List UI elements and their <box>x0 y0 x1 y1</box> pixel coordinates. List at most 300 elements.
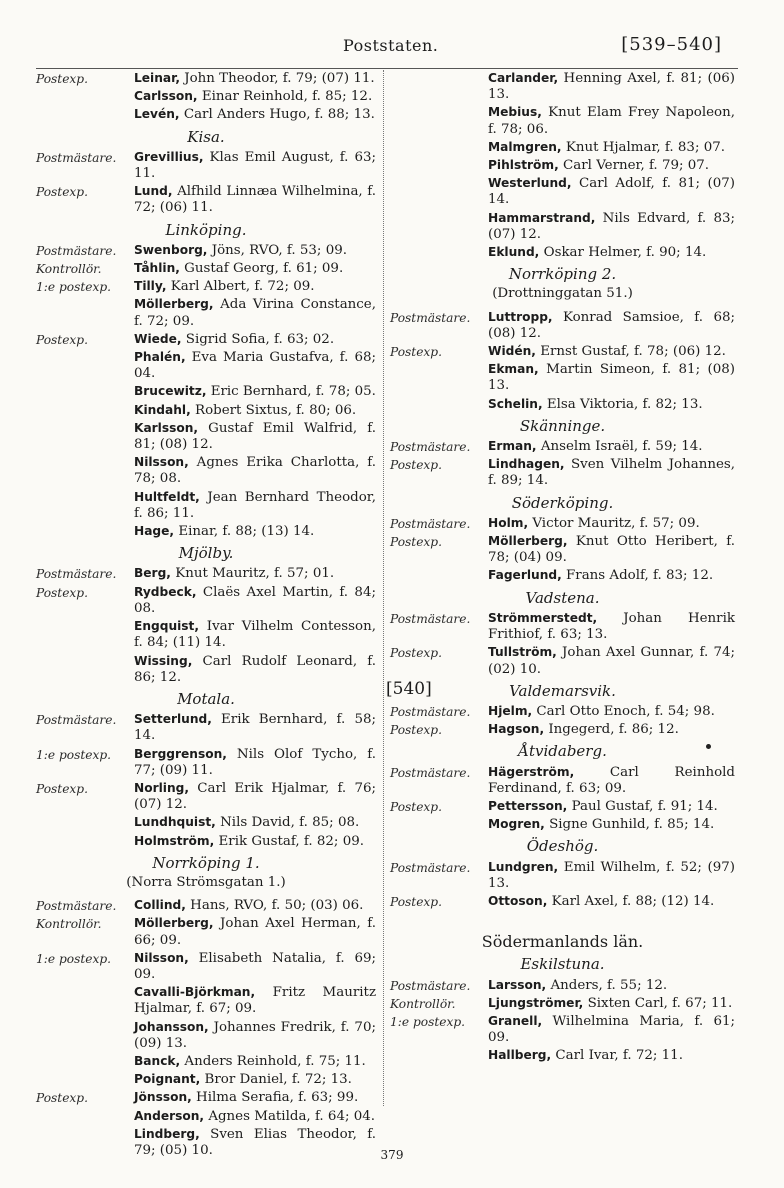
entry-details: John Theodor, f. 79; (07) 11. <box>184 71 375 86</box>
entry-details: Signe Gunhild, f. 85; 14. <box>549 817 715 833</box>
left-column <box>36 70 376 1160</box>
entry-text <box>488 644 735 677</box>
surname: Lund, <box>134 184 173 199</box>
personnel-entry <box>36 242 376 259</box>
entry-details: Ingegerd, f. 86; 12. <box>548 722 679 738</box>
entry-details: Jöns, RVO, f. 53; 09. <box>211 242 347 258</box>
entry-details: Carl Otto Enoch, f. 54; 98. <box>536 703 715 719</box>
personnel-entry <box>390 210 735 243</box>
entry-details: Frans Adolf, f. 83; 12. <box>566 568 714 584</box>
surname: Kindahl, <box>134 402 191 417</box>
personnel-entry <box>36 70 376 87</box>
personnel-entry <box>390 977 735 994</box>
entry-text <box>134 349 376 382</box>
surname: Larsson, <box>488 977 547 992</box>
entry-details: Ernst Gustaf, f. 78; (06) 12. <box>540 344 726 360</box>
entry-details: Einar, f. 88; (13) 14. <box>178 524 315 540</box>
surname: Banck, <box>134 1053 181 1068</box>
surname: Pettersson, <box>488 798 568 813</box>
entry-text <box>134 296 376 329</box>
place-heading: Norrköping 2. <box>508 265 617 284</box>
personnel-entry <box>36 278 376 295</box>
surname: Hallberg, <box>488 1048 552 1063</box>
entry-details: Hilma Serafia, f. 63; 99. <box>196 1090 359 1106</box>
entry-text <box>488 995 735 1012</box>
personnel-entry <box>390 139 735 156</box>
place-heading-wrap <box>36 545 376 561</box>
position-label: Kontrollör. <box>36 262 102 277</box>
place-address: (Norra Strömsgatan 1.) <box>126 874 286 890</box>
surname: Tilly, <box>134 279 167 294</box>
position-label: Kontrollör. <box>36 917 102 932</box>
page-title: Poststaten. <box>343 36 439 55</box>
entry-text <box>134 183 376 216</box>
entry-details: Erik Bernhard, f. 58; 14. <box>134 712 376 744</box>
personnel-entry <box>390 244 735 261</box>
position-label: Postexp. <box>36 332 88 347</box>
entry-details: Bror Daniel, f. 72; 13. <box>204 1072 352 1088</box>
personnel-entry <box>390 343 735 360</box>
surname: Brucewitz, <box>134 384 207 399</box>
entry-text <box>488 210 735 243</box>
entry-text <box>134 833 376 850</box>
surname: Luttropp, <box>488 309 553 324</box>
position-label: Postmästare. <box>36 899 117 914</box>
position-label: 1:e postexp. <box>390 1014 465 1029</box>
place-heading-wrap <box>36 222 376 238</box>
entry-text <box>134 653 376 686</box>
entry-text <box>134 278 376 295</box>
entry-text <box>488 157 735 174</box>
surname: Hägerström, <box>488 764 575 779</box>
surname: Grevillius, <box>134 149 204 164</box>
personnel-entry <box>390 456 735 489</box>
entry-details: Johan Axel Gunnar, f. 74; (02) 10. <box>488 645 735 677</box>
position-label: Postmästare. <box>36 713 117 728</box>
personnel-entry <box>36 454 376 487</box>
entry-details: Carl Adolf, f. 81; (07) 14. <box>488 176 735 208</box>
surname: Malmgren, <box>488 139 562 154</box>
entry-details: Johan Henrik Frithiof, f. 63; 13. <box>488 610 735 643</box>
entry-details: Nils Olof Tycho, f. 77; (09) 11. <box>134 746 376 778</box>
entry-text <box>488 244 735 261</box>
personnel-entry <box>36 183 376 216</box>
surname: Lindhagen, <box>488 457 565 472</box>
entry-text <box>488 515 735 532</box>
entry-details: Nils Edvard, f. 83; (07) 12. <box>488 210 735 242</box>
surname: Nilsson, <box>134 455 189 470</box>
place-heading: Norrköping 1. <box>152 853 260 872</box>
right-column <box>386 70 735 1066</box>
position-label: Postexp. <box>36 781 88 796</box>
entry-details: Elsa Viktoria, f. 82; 13. <box>546 396 703 412</box>
place-heading: Söderköping. <box>511 493 614 512</box>
surname: Jönsson, <box>134 1090 192 1105</box>
surname: Ekman, <box>488 362 539 377</box>
entry-details: Anders Reinhold, f. 75; 11. <box>184 1053 366 1069</box>
place-heading: Kisa. <box>187 127 225 146</box>
entry-text <box>488 104 735 137</box>
position-label: Postexp. <box>36 185 88 200</box>
entry-text <box>134 711 376 744</box>
entry-text <box>134 984 376 1017</box>
personnel-entry <box>390 798 735 815</box>
entry-details: Emil Wilhelm, f. 52; (97) 13. <box>488 859 735 891</box>
personnel-entry <box>390 567 735 584</box>
entry-details: Carl Reinhold Ferdinand, f. 63; 09. <box>488 764 735 796</box>
entry-text <box>134 584 376 617</box>
entry-text <box>134 149 376 182</box>
entry-details: Eric Bernhard, f. 78; 05. <box>210 384 376 400</box>
personnel-entry <box>36 584 376 617</box>
entry-details: Sven Elias Theodor, f. 79; (05) 10. <box>134 1126 376 1158</box>
personnel-entry <box>390 816 735 833</box>
surname: Ljungströmer, <box>488 995 584 1010</box>
personnel-entry <box>36 950 376 983</box>
personnel-entry <box>390 1047 735 1064</box>
surname: Carlsson, <box>134 89 198 104</box>
position-label: Postmästare. <box>36 567 117 582</box>
surname: Phalén, <box>134 350 186 365</box>
personnel-entry <box>36 149 376 182</box>
personnel-entry <box>36 349 376 382</box>
entry-details: Oskar Helmer, f. 90; 14. <box>543 245 707 261</box>
place-heading-wrap <box>390 838 735 854</box>
position-label: Postexp. <box>36 72 88 86</box>
place-heading: Motala. <box>177 689 235 708</box>
position-label: Postmästare. <box>390 704 471 719</box>
place-heading: Eskilstuna. <box>520 955 605 974</box>
entry-text <box>488 798 735 815</box>
entry-text <box>488 703 735 720</box>
page-number: 379 <box>380 1148 404 1162</box>
surname: Hultfeldt, <box>134 489 200 504</box>
personnel-entry <box>390 610 735 643</box>
entry-details: Johannes Fredrik, f. 70; (09) 13. <box>134 1019 376 1051</box>
personnel-entry <box>36 296 376 329</box>
position-label: Postmästare. <box>390 765 471 780</box>
entry-text <box>488 70 735 103</box>
position-label: Postmästare. <box>36 150 117 165</box>
surname: Ottoson, <box>488 893 548 908</box>
entry-details: Johan Axel Herman, f. 66; 09. <box>134 916 376 948</box>
place-heading: Åtvidaberg. <box>518 742 607 761</box>
position-label: Postmästare. <box>390 978 471 993</box>
place-heading: Linköping. <box>165 220 247 239</box>
personnel-entry <box>36 523 376 540</box>
position-label: Postexp. <box>36 1091 88 1106</box>
ink-dot <box>706 744 711 749</box>
entry-details: Ivar Vilhelm Contesson, f. 84; (11) 14. <box>134 619 376 651</box>
entry-text <box>488 859 735 892</box>
personnel-entry <box>36 618 376 651</box>
personnel-entry <box>36 915 376 948</box>
entry-text <box>488 977 735 994</box>
entry-text <box>134 70 376 87</box>
entry-details: Martin Simeon, f. 81; (08) 13. <box>488 362 735 394</box>
entry-details: Carl Erik Hjalmar, f. 76; (07) 12. <box>134 780 376 813</box>
entry-text <box>488 1047 735 1064</box>
personnel-entry <box>36 489 376 522</box>
entry-text <box>134 897 376 914</box>
place-heading: Mjölby. <box>178 544 234 563</box>
position-label: Postexp. <box>390 458 442 473</box>
entry-details: Anders, f. 55; 12. <box>550 977 668 993</box>
entry-details: Alfhild Linnæa Wilhelmina, f. 72; (06) 11. <box>134 184 376 216</box>
personnel-entry <box>36 260 376 277</box>
surname: Poignant, <box>134 1072 201 1087</box>
entry-text <box>134 523 376 540</box>
place-address: (Drottninggatan 51.) <box>492 286 633 302</box>
entry-text <box>488 533 735 566</box>
place-heading-wrap <box>36 129 376 145</box>
personnel-entry <box>36 711 376 744</box>
entry-text <box>488 1013 735 1046</box>
personnel-entry <box>36 897 376 914</box>
personnel-entry <box>390 859 735 892</box>
entry-details: Robert Sixtus, f. 80; 06. <box>195 402 357 418</box>
position-label: 1:e postexp. <box>36 280 111 295</box>
surname: Swenborg, <box>134 242 208 257</box>
entry-details: Knut Mauritz, f. 57; 01. <box>175 566 335 582</box>
entry-details: Konrad Samsioe, f. 68; (08) 12. <box>488 309 735 341</box>
entry-details: Elisabeth Natalia, f. 69; 09. <box>134 950 377 982</box>
surname: Setterlund, <box>134 712 212 727</box>
entry-text <box>488 893 735 910</box>
position-label: 1:e postexp. <box>36 747 111 762</box>
personnel-entry <box>36 402 376 419</box>
surname: Granell, <box>488 1013 543 1028</box>
entry-text <box>134 1053 376 1070</box>
entry-text <box>134 402 376 419</box>
surname: Holmström, <box>134 833 215 848</box>
entry-text <box>134 1089 376 1106</box>
entry-details: Ada Virina Constance, f. 72; 09. <box>134 297 376 329</box>
surname: Karlsson, <box>134 420 199 435</box>
entry-text <box>488 721 735 738</box>
position-label: Postexp. <box>390 799 442 814</box>
personnel-entry <box>390 309 735 342</box>
entry-details: Gustaf Emil Walfrid, f. 81; (08) 12. <box>134 420 377 453</box>
entry-text <box>134 915 376 948</box>
surname: Hammarstrand, <box>488 210 596 225</box>
personnel-entry <box>36 106 376 123</box>
page-header <box>0 34 784 60</box>
entry-details: Knut Elam Frey Napoleon, f. 78; 06. <box>488 105 735 137</box>
entry-details: Sven Vilhelm Johannes, f. 89; 14. <box>488 457 735 489</box>
surname: Möllerberg, <box>134 297 214 312</box>
entry-text <box>488 567 735 584</box>
column-divider <box>383 70 384 1106</box>
entry-text <box>134 454 376 487</box>
position-label: Postexp. <box>390 535 442 550</box>
personnel-entry <box>36 88 376 105</box>
personnel-entry <box>390 703 735 720</box>
personnel-entry <box>390 1013 735 1046</box>
entry-text <box>488 438 735 455</box>
entry-details: Carl Ivar, f. 72; 11. <box>555 1048 683 1064</box>
entry-details: Carl Verner, f. 79; 07. <box>563 158 710 174</box>
entry-text <box>134 565 376 582</box>
personnel-entry <box>36 984 376 1017</box>
entry-text <box>134 383 376 400</box>
personnel-entry <box>36 746 376 779</box>
entry-text <box>488 361 735 394</box>
entry-text <box>488 610 735 643</box>
personnel-entry <box>36 833 376 850</box>
entry-text <box>134 331 376 348</box>
entry-text <box>488 343 735 360</box>
surname: Pihlström, <box>488 158 559 173</box>
entry-details: Paul Gustaf, f. 91; 14. <box>571 798 718 814</box>
entry-details: Henning Axel, f. 81; (06) 13. <box>488 71 735 103</box>
place-heading: Valdemarsvik. <box>509 681 616 700</box>
entry-details: Agnes Erika Charlotta, f. 78; 08. <box>134 455 376 487</box>
entry-text <box>134 106 376 123</box>
entry-text <box>134 1071 376 1088</box>
place-heading-wrap <box>390 590 735 606</box>
entry-details: Victor Mauritz, f. 57; 09. <box>532 515 700 531</box>
entry-details: Karl Albert, f. 72; 09. <box>170 279 315 295</box>
entry-details: Fritz Mauritz Hjalmar, f. 67; 09. <box>134 985 376 1017</box>
surname: Berg, <box>134 566 171 581</box>
position-label: Postmästare. <box>390 516 471 531</box>
personnel-entry <box>36 420 376 453</box>
entry-text <box>134 618 376 651</box>
position-label: Postexp. <box>390 646 442 661</box>
surname: Erman, <box>488 439 537 454</box>
personnel-entry <box>390 396 735 413</box>
personnel-entry <box>390 644 735 677</box>
surname: Hagson, <box>488 722 545 737</box>
entry-details: Erik Gustaf, f. 82; 09. <box>218 833 364 849</box>
entry-text <box>488 309 735 342</box>
header-rule <box>36 68 738 69</box>
position-label: Postexp. <box>390 723 442 738</box>
personnel-entry <box>390 438 735 455</box>
entry-details: Sigrid Sofia, f. 63; 02. <box>185 331 335 347</box>
position-label: Postmästare. <box>390 310 471 325</box>
personnel-entry <box>36 780 376 813</box>
surname: Johansson, <box>134 1019 209 1034</box>
surname: Tåhlin, <box>134 261 180 276</box>
entry-text <box>134 1019 376 1052</box>
surname: Lundgren, <box>488 859 559 874</box>
place-heading-wrap <box>36 855 376 871</box>
entry-text <box>134 1108 376 1125</box>
place-heading-wrap <box>390 956 735 972</box>
entry-text <box>488 816 735 833</box>
surname: Mebius, <box>488 105 542 120</box>
personnel-entry <box>390 515 735 532</box>
surname: Möllerberg, <box>488 534 568 549</box>
surname: Mogren, <box>488 817 545 832</box>
place-heading-wrap <box>390 266 735 282</box>
entry-details: Hans, RVO, f. 50; (03) 06. <box>190 898 364 914</box>
entry-text <box>134 780 376 813</box>
personnel-entry <box>36 1019 376 1052</box>
personnel-entry <box>36 653 376 686</box>
entry-text <box>134 242 376 259</box>
personnel-entry <box>390 764 735 797</box>
place-heading-wrap <box>390 418 735 434</box>
surname: Nilsson, <box>134 950 189 965</box>
personnel-entry <box>36 1108 376 1125</box>
personnel-entry <box>390 721 735 738</box>
place-heading: Ödeshög. <box>526 837 599 856</box>
position-label: Postexp. <box>390 894 442 909</box>
surname: Hjelm, <box>488 703 533 718</box>
personnel-entry <box>36 1089 376 1106</box>
place-heading: Skänninge. <box>519 416 606 435</box>
personnel-entry <box>36 383 376 400</box>
page-range: [539–540] <box>621 34 722 55</box>
entry-details: Klas Emil August, f. 63; 11. <box>134 149 376 182</box>
surname: Leinar, <box>134 71 180 85</box>
position-label: 1:e postexp. <box>36 951 111 966</box>
surname: Anderson, <box>134 1108 205 1123</box>
entry-details: Wilhelmina Maria, f. 61; 09. <box>488 1013 735 1046</box>
position-label: Postmästare. <box>390 860 471 875</box>
surname: Cavalli-Björkman, <box>134 985 256 1000</box>
entry-details: Nils David, f. 85; 08. <box>220 815 360 831</box>
entry-details: Claës Axel Martin, f. 84; 08. <box>134 584 376 616</box>
surname: Engquist, <box>134 619 200 634</box>
position-label: Postexp. <box>390 345 442 360</box>
surname: Wiede, <box>134 331 182 346</box>
entry-details: Knut Otto Heribert, f. 78; (04) 09. <box>488 534 735 566</box>
surname: Carlander, <box>488 71 559 85</box>
surname: Wissing, <box>134 653 193 668</box>
personnel-entry <box>36 331 376 348</box>
entry-text <box>134 814 376 831</box>
surname: Widén, <box>488 344 536 359</box>
entry-text <box>488 175 735 208</box>
personnel-entry <box>390 157 735 174</box>
entry-text <box>134 746 376 779</box>
entry-details: Sixten Carl, f. 67; 11. <box>587 995 733 1011</box>
surname: Eklund, <box>488 245 540 260</box>
entry-details: Agnes Matilda, f. 64; 04. <box>208 1108 376 1124</box>
personnel-entry <box>36 1071 376 1088</box>
side-page-marker: [540] <box>386 678 432 699</box>
personnel-entry <box>390 175 735 208</box>
entry-details: Knut Hjalmar, f. 83; 07. <box>565 139 726 155</box>
place-heading-wrap <box>390 495 735 511</box>
position-label: Postexp. <box>36 585 88 600</box>
surname: Strömmerstedt, <box>488 610 598 625</box>
personnel-entry <box>390 361 735 394</box>
entry-details: Carl Anders Hugo, f. 88; 13. <box>183 107 375 123</box>
personnel-entry <box>390 70 735 103</box>
entry-text <box>488 456 735 489</box>
entry-details: Anselm Israël, f. 59; 14. <box>540 439 703 455</box>
position-label: Postmästare. <box>36 243 117 258</box>
personnel-entry <box>390 893 735 910</box>
entry-text <box>134 489 376 522</box>
personnel-entry <box>36 814 376 831</box>
entry-details: Jean Bernhard Theodor, f. 86; 11. <box>134 489 376 521</box>
place-heading: Vadstena. <box>525 588 600 607</box>
surname: Norling, <box>134 780 189 795</box>
entry-text <box>488 764 735 797</box>
entry-details: Carl Rudolf Leonard, f. 86; 12. <box>134 653 376 685</box>
entry-text <box>134 420 376 453</box>
personnel-entry <box>36 1053 376 1070</box>
surname: Tullström, <box>488 645 557 660</box>
place-heading-wrap <box>386 678 735 700</box>
position-label: Postmästare. <box>390 440 471 455</box>
